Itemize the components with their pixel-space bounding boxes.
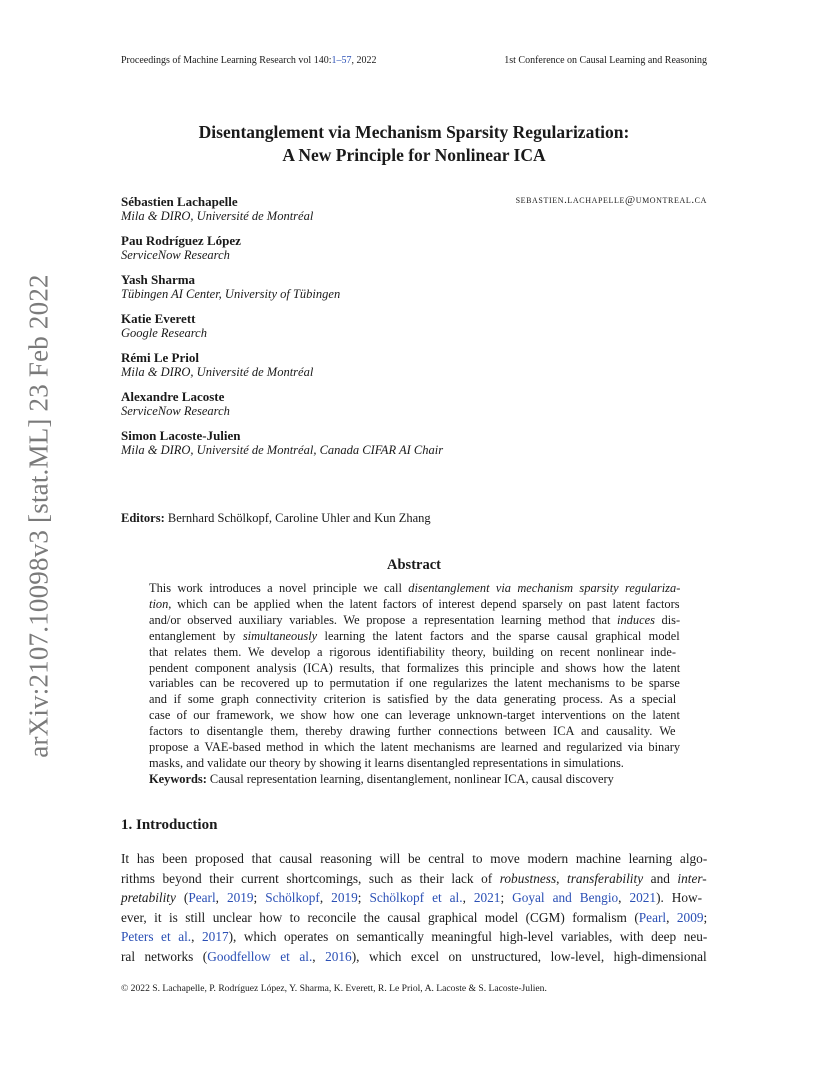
- abstract-heading: Abstract: [387, 557, 441, 573]
- citation-link[interactable]: 2021: [629, 890, 657, 906]
- abstract-line: factors to disentangle them, thereby drawing further connections between ICA and causality. We: [149, 724, 676, 739]
- title-line-1: Disentanglement via Mechanism Sparsity Regularization:: [198, 122, 630, 142]
- paper-title: [121, 121, 707, 167]
- author-affiliation: Google Research: [121, 326, 207, 340]
- author-entry: [121, 272, 707, 302]
- author-affiliation: Mila & DIRO, Université de Montréal: [121, 209, 314, 223]
- citation-link[interactable]: 2021: [473, 890, 501, 906]
- section-heading-introduction: 1. Introduction: [121, 817, 218, 833]
- copyright-footer: © 2022 S. Lachapelle, P. Rodríguez López, Y. Sharma, K. Everett, R. Le Priol, A. Lacoste & S. Lacoste-Julien.: [121, 983, 547, 994]
- author-affiliation: Mila & DIRO, Université de Montréal, Canada CIFAR AI Chair: [121, 443, 444, 457]
- title-line-2: A New Principle for Nonlinear ICA: [282, 145, 546, 165]
- author-entry: [121, 428, 707, 458]
- abstract-line: that relates them. We develop a rigorous identifiability theory, building on recent nonlinear inde-: [149, 644, 676, 659]
- author-entry: [121, 233, 707, 263]
- citation-link[interactable]: 2009: [676, 909, 704, 925]
- citation-link[interactable]: Schölkopf: [265, 890, 320, 906]
- author-entry: [121, 389, 707, 419]
- author-name: Pau Rodríguez López: [121, 233, 241, 248]
- citation-link[interactable]: 2016: [325, 948, 352, 964]
- abstract-line: tion, which can be applied when the latent factors of interest depend sparsely on past latent factors: [149, 596, 680, 611]
- citation-link[interactable]: Pearl: [638, 909, 667, 925]
- abstract-line: pendent component analysis (ICA) results, that formalizes this principle and shows how the latent: [149, 660, 681, 675]
- author-name: Katie Everett: [121, 311, 196, 326]
- abstract-line: propose a VAE-based method in which the latent mechanisms are learned and regularized via binary: [149, 740, 681, 755]
- editors-names: Bernhard Schölkopf, Caroline Uhler and Kun Zhang: [164, 511, 431, 525]
- intro-line: Peters et al., 2017), which operates on semantically meaningful high-level variables, with deep neu-: [121, 929, 708, 945]
- author-entry: [121, 311, 707, 341]
- abstract-line: This work introduces a novel principle we call disentanglement via mechanism sparsity regulariza-: [149, 581, 681, 595]
- intro-line: rithms beyond their current shortcomings, such as their lack of robustness, transferability and inter-: [121, 870, 707, 886]
- abstract-line: case of our framework, we show how one can leverage unknown-target interventions on the latent: [149, 708, 680, 723]
- citation-link[interactable]: Peters et al.: [121, 929, 192, 945]
- author-entry: [121, 350, 707, 380]
- author-affiliation: ServiceNow Research: [121, 248, 230, 262]
- intro-line: ever, it is still unclear how to reconcile the causal graphical model (CGM) formalism (Pearl, 2009;: [121, 909, 708, 925]
- author-entry: [121, 194, 707, 224]
- editors-label: Editors:: [121, 511, 165, 525]
- introduction-body: [121, 849, 707, 967]
- running-header: [121, 55, 707, 66]
- citation-link[interactable]: 2019: [331, 890, 358, 906]
- citation-link[interactable]: Schölkopf et al.: [369, 890, 463, 906]
- author-name: Yash Sharma: [121, 272, 196, 287]
- arxiv-stamp-text: arXiv:2107.10098v3 [stat.ML] 23 Feb 2022: [23, 274, 54, 758]
- citation-link[interactable]: Goodfellow et al.: [207, 948, 313, 964]
- intro-line: It has been proposed that causal reasoning will be central to move modern machine learning algo-: [121, 851, 708, 866]
- citation-link[interactable]: 2017: [202, 929, 229, 945]
- author-name: Rémi Le Priol: [121, 350, 199, 365]
- editors-line: [121, 511, 431, 526]
- header-right: 1st Conference on Causal Learning and Reasoning: [504, 55, 707, 66]
- abstract-line: entanglement by simultaneously learning the latent factors and the sparse causal graphical model: [149, 628, 680, 643]
- author-email[interactable]: sebastien.lachapelle@umontreal.ca: [515, 194, 707, 206]
- author-affiliation: Tübingen AI Center, University of Tübingen: [121, 287, 341, 301]
- author-affiliation: ServiceNow Research: [121, 404, 230, 418]
- page-range-link[interactable]: 1–57: [331, 55, 352, 66]
- abstract-line: and/or observed auxiliary variables. We propose a representation learning method that induces dis-: [149, 612, 681, 627]
- abstract-line: variables can be recovered up to permutation if one regularizes the latent mechanisms to be sparse: [149, 676, 680, 691]
- intro-line: ral networks (Goodfellow et al., 2016), which excel on unstructured, low-level, high-dimensional: [121, 948, 707, 964]
- author-affiliation: Mila & DIRO, Université de Montréal: [121, 365, 314, 379]
- header-left: Proceedings of Machine Learning Research vol 140:1–57, 2022: [121, 55, 377, 66]
- author-name: Alexandre Lacoste: [121, 389, 225, 404]
- abstract-line: and if some graph connectivity criterion is satisfied by the data generating process. As a special: [149, 692, 677, 707]
- keywords-label: Keywords:: [149, 771, 207, 786]
- author-name: Simon Lacoste-Julien: [121, 428, 241, 443]
- author-name: Sébastien Lachapelle: [121, 194, 238, 209]
- citation-link[interactable]: 2019: [226, 890, 254, 906]
- author-list: [121, 194, 707, 467]
- keywords-text: Causal representation learning, disentanglement, nonlinear ICA, causal discovery: [206, 771, 614, 786]
- citation-link[interactable]: Pearl: [188, 890, 216, 906]
- abstract-body: [149, 581, 680, 788]
- keywords-line: [149, 772, 680, 788]
- abstract-line: masks, and validate our theory by showing it learns disentangled representations in simulations.: [149, 755, 624, 770]
- intro-line: pretability (Pearl, 2019; Schölkopf, 2019; Schölkopf et al., 2021; Goyal and Bengio, 2021). How-: [121, 890, 703, 906]
- citation-link[interactable]: Goyal and Bengio: [512, 890, 619, 906]
